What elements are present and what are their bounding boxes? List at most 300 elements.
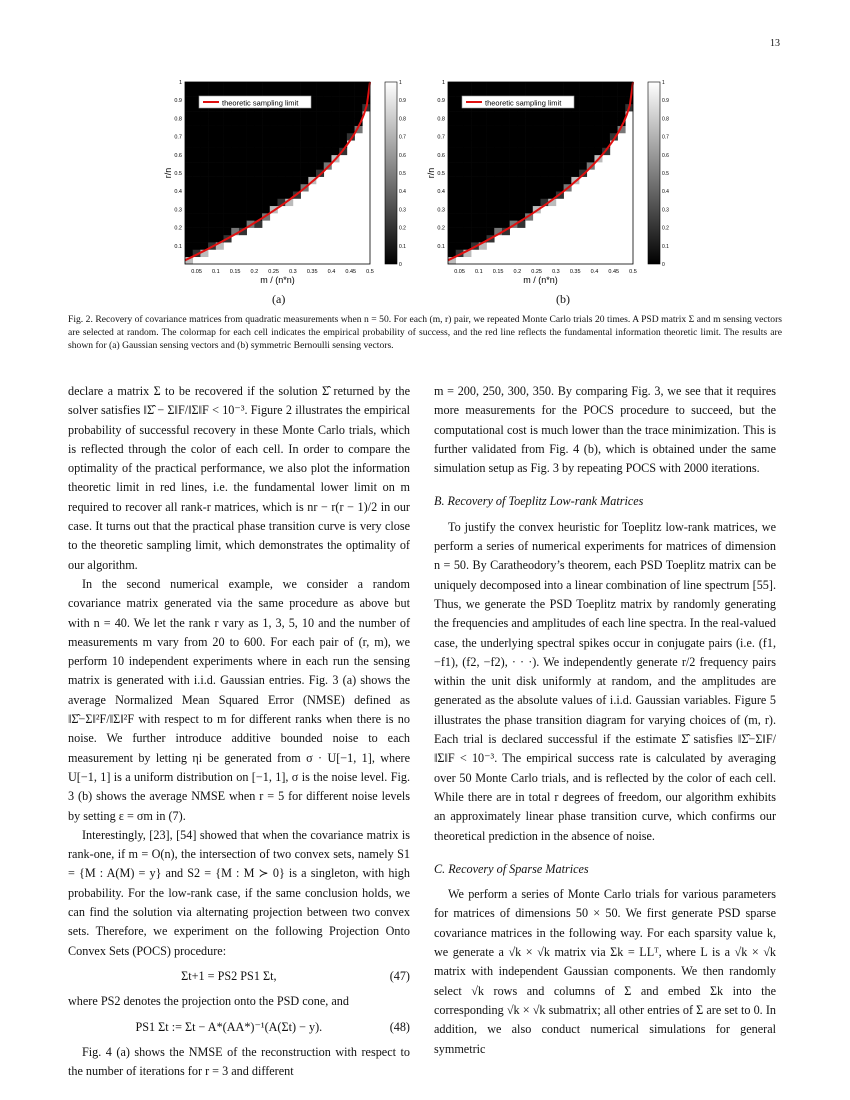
heatmap-cell xyxy=(448,206,456,214)
heatmap-cell xyxy=(564,82,572,90)
heatmap-cell xyxy=(293,126,301,134)
heatmap-cell xyxy=(448,133,456,141)
heatmap-cell xyxy=(185,140,193,148)
heatmap-cell xyxy=(270,82,278,90)
heatmap-cell xyxy=(285,118,293,126)
heatmap-cell xyxy=(208,162,216,170)
heatmap-cell xyxy=(548,111,556,119)
heatmap-cell xyxy=(602,111,610,119)
heatmap-cell xyxy=(448,220,456,228)
heatmap-cell xyxy=(594,126,602,134)
heatmap-b xyxy=(428,74,693,289)
heatmap-cell xyxy=(355,89,363,97)
heatmap-cell xyxy=(324,148,332,156)
heatmap-cell xyxy=(571,118,579,126)
heatmap-cell xyxy=(479,155,487,163)
heatmap-cell xyxy=(448,155,456,163)
heatmap-cell xyxy=(502,206,510,214)
heatmap-cell xyxy=(278,133,286,141)
heatmap-cell xyxy=(193,140,201,148)
heatmap-cell xyxy=(471,155,479,163)
heatmap-cell xyxy=(564,162,572,170)
heatmap-cell xyxy=(278,82,286,90)
right-column xyxy=(434,382,776,1059)
heatmap-cell xyxy=(239,133,247,141)
heatmap-cell xyxy=(556,126,564,134)
heatmap-cell xyxy=(479,169,487,177)
heatmap-cell xyxy=(517,133,525,141)
heatmap-cell xyxy=(216,82,224,90)
heatmap-cell xyxy=(594,111,602,119)
heatmap-cell xyxy=(193,169,201,177)
heatmap-cell xyxy=(517,198,525,206)
heatmap-cell xyxy=(231,162,239,170)
heatmap-cell xyxy=(564,148,572,156)
heatmap-cell xyxy=(247,191,255,199)
heatmap-cell xyxy=(247,118,255,126)
heatmap-cell xyxy=(216,118,224,126)
heatmap-cell xyxy=(308,126,316,134)
heatmap-cell xyxy=(571,148,579,156)
heatmap-cell xyxy=(293,140,301,148)
heatmap-cell xyxy=(200,169,208,177)
heatmap-cell xyxy=(579,104,587,112)
y-tick-label: 0.1 xyxy=(437,243,445,250)
heatmap-cell xyxy=(185,89,193,97)
heatmap-cell xyxy=(216,206,224,214)
heatmap-cell xyxy=(556,118,564,126)
heatmap-cell xyxy=(456,111,464,119)
heatmap-cell xyxy=(502,169,510,177)
heatmap-cell xyxy=(193,242,201,250)
heatmap-cell xyxy=(339,97,347,105)
heatmap-cell xyxy=(270,140,278,148)
heatmap-cell xyxy=(262,198,270,206)
heatmap-cell xyxy=(324,82,332,90)
heatmap-cell xyxy=(494,148,502,156)
heatmap-cell xyxy=(587,97,595,105)
heatmap-cell xyxy=(471,191,479,199)
heatmap-cell xyxy=(471,198,479,206)
heatmap-cell xyxy=(618,104,626,112)
heatmap-cell xyxy=(239,184,247,192)
heatmap-cell xyxy=(556,133,564,141)
heatmap-cell xyxy=(571,82,579,90)
heatmap-cell xyxy=(556,148,564,156)
heatmap-cell xyxy=(239,126,247,134)
heatmap-cell xyxy=(541,126,549,134)
heatmap-cell xyxy=(262,126,270,134)
heatmap-cell xyxy=(517,155,525,163)
heatmap-cell xyxy=(193,126,201,134)
heatmap-cell xyxy=(487,126,495,134)
heatmap-cell xyxy=(533,177,541,185)
y-tick-label: 0.7 xyxy=(437,134,445,141)
heatmap-cell xyxy=(285,155,293,163)
heatmap-cell xyxy=(487,177,495,185)
y-tick-label: 0.7 xyxy=(174,134,182,141)
heatmap-cell xyxy=(262,140,270,148)
heatmap-cell xyxy=(247,140,255,148)
heatmap-cell xyxy=(239,206,247,214)
heatmap-cell xyxy=(594,133,602,141)
heatmap-cell xyxy=(487,118,495,126)
heatmap-cell xyxy=(487,198,495,206)
heatmap-cell xyxy=(231,148,239,156)
heatmap-cell xyxy=(193,177,201,185)
heatmap-cell xyxy=(471,206,479,214)
x-tick-label: 0.4 xyxy=(327,269,336,275)
heatmap-cell xyxy=(216,126,224,134)
heatmap-cell xyxy=(355,111,363,119)
heatmap-cell xyxy=(185,249,193,257)
heatmap-cell xyxy=(216,177,224,185)
heatmap-cell xyxy=(339,111,347,119)
heatmap-cell xyxy=(456,213,464,221)
heatmap-cell xyxy=(200,82,208,90)
heatmap-a xyxy=(165,74,415,289)
heatmap-cell xyxy=(339,82,347,90)
heatmap-cell xyxy=(571,126,579,134)
heatmap-cell xyxy=(448,177,456,185)
heatmap-cell xyxy=(247,169,255,177)
heatmap-cell xyxy=(216,133,224,141)
heatmap-cell xyxy=(510,198,518,206)
heatmap-cell xyxy=(216,155,224,163)
heatmap-cell xyxy=(285,111,293,119)
heatmap-cell xyxy=(185,184,193,192)
heatmap-cell xyxy=(579,118,587,126)
heatmap-cell xyxy=(200,198,208,206)
heatmap-cell xyxy=(456,148,464,156)
y-axis-label: r/n xyxy=(426,167,436,179)
heatmap-cell xyxy=(456,198,464,206)
heatmap-cell xyxy=(208,118,216,126)
heatmap-cell xyxy=(185,169,193,177)
heatmap-cell xyxy=(494,198,502,206)
heatmap-cell xyxy=(278,126,286,134)
heatmap-cell xyxy=(525,206,533,214)
heatmap-cell xyxy=(285,133,293,141)
heatmap-cell xyxy=(200,191,208,199)
heatmap-cell xyxy=(602,104,610,112)
heatmap-cell xyxy=(262,184,270,192)
heatmap-cell xyxy=(316,104,324,112)
heatmap-cell xyxy=(456,118,464,126)
heatmap-cell xyxy=(339,89,347,97)
heatmap-cell xyxy=(262,162,270,170)
heatmap-cell xyxy=(502,191,510,199)
heatmap-cell xyxy=(231,220,239,228)
heatmap-cell xyxy=(571,140,579,148)
heatmap-cell xyxy=(270,177,278,185)
heatmap-cell xyxy=(463,111,471,119)
heatmap-cell xyxy=(587,140,595,148)
heatmap-cell xyxy=(247,206,255,214)
heatmap-cell xyxy=(301,111,309,119)
heatmap-cell xyxy=(331,148,339,156)
heatmap-cell xyxy=(463,162,471,170)
heatmap-cell xyxy=(254,133,262,141)
colorbar-tick-label: 0.3 xyxy=(399,207,406,214)
heatmap-cell xyxy=(316,118,324,126)
heatmap-cell xyxy=(494,126,502,134)
heatmap-cell xyxy=(270,111,278,119)
x-axis-label: m / (n*n) xyxy=(260,275,295,285)
heatmap-cell xyxy=(285,169,293,177)
heatmap-cell xyxy=(285,126,293,134)
heatmap-cell xyxy=(456,126,464,134)
heatmap-cell xyxy=(308,148,316,156)
heatmap-cell xyxy=(231,118,239,126)
heatmap-cell xyxy=(347,82,355,90)
heatmap-cell xyxy=(525,133,533,141)
heatmap-cell xyxy=(193,184,201,192)
heatmap-cell xyxy=(487,111,495,119)
x-tick-label: 0.35 xyxy=(306,269,318,275)
heatmap-cell xyxy=(339,126,347,134)
heatmap-cell xyxy=(216,220,224,228)
heatmap-cell xyxy=(270,155,278,163)
heatmap-cell xyxy=(301,118,309,126)
heatmap-cell xyxy=(293,162,301,170)
section-heading-c: C. Recovery of Sparse Matrices xyxy=(434,861,589,876)
heatmap-cell xyxy=(556,169,564,177)
heatmap-cell xyxy=(517,184,525,192)
heatmap-cell xyxy=(193,162,201,170)
paragraph: Interestingly, [23], [54] showed that when the covariance matrix is rank-one, if m = O(n), the intersection of two convex sets, namely S1 = {M : A(M) = y} and S2 = {M : M ≻ 0} is a singleton, with high probability. For the low-rank case, if the same conclusion holds, we can find the solution via alternating projection between two convex sets. Therefore, we experiment on the following Projection Onto Convex Sets (POCS) procedure: xyxy=(68,827,410,958)
heatmap-cell xyxy=(471,162,479,170)
heatmap-cell xyxy=(308,82,316,90)
heatmap-cell xyxy=(448,198,456,206)
heatmap-cell xyxy=(308,162,316,170)
paragraph: To justify the convex heuristic for Toeplitz low-rank matrices, we perform a series of numerical experiments for matrices of dimension n = 50. By Caratheodory’s theorem, each PSD Toeplitz matrix can be uniquely decomposed into a linear combination of line spectrum [55]. Thus, we generate the PSD Toeplitz matrix by randomly generating the frequencies and amplitudes of each line spectra. In the real-valued case, the underlying spectral spikes occur in conjugate pairs (i.e. (f1, −f1), (f2, −f2), · · ·). We independently generate r/2 frequency pairs within the unit disk uniformly at random, and the amplitudes are generated as the absolute values of i.i.d. Gaussian variables. Figure 5 illustrates the phase transition diagram for varying choices of (m, r). Each trial is declared successful if the estimate Σ̂ satisfies ‖Σ̂−Σ‖F/‖Σ‖F < 10⁻³. The empirical success rate is calculated by averaging over 50 Monte Carlo trials, and is reflected by the color of each cell. While there are in total r degrees of freedom, our algorithm exhibits an approximately linear phase transition curve, which confirms our theoretical prediction in the absence of noise. xyxy=(434,519,776,843)
heatmap-cell xyxy=(301,133,309,141)
heatmap-cell xyxy=(448,184,456,192)
heatmap-cell xyxy=(208,206,216,214)
heatmap-cell xyxy=(231,133,239,141)
heatmap-cell xyxy=(610,111,618,119)
colorbar-tick-label: 0.9 xyxy=(399,98,406,105)
heatmap-cell xyxy=(602,89,610,97)
heatmap-cell xyxy=(463,228,471,236)
heatmap-cell xyxy=(239,82,247,90)
heatmap-cell xyxy=(533,82,541,90)
heatmap-cell xyxy=(185,82,193,90)
heatmap-cell xyxy=(517,177,525,185)
heatmap-cell xyxy=(200,228,208,236)
heatmap-cell xyxy=(564,177,572,185)
heatmap-cell xyxy=(185,162,193,170)
heatmap-cell xyxy=(208,133,216,141)
heatmap-cell xyxy=(448,89,456,97)
heatmap-cell xyxy=(487,206,495,214)
heatmap-cell xyxy=(533,126,541,134)
heatmap-cell xyxy=(254,191,262,199)
x-tick-label: 0.45 xyxy=(345,269,357,275)
heatmap-cell xyxy=(216,148,224,156)
heatmap-cell xyxy=(231,140,239,148)
colorbar-tick-label: 0.1 xyxy=(399,243,406,250)
heatmap-cell xyxy=(185,118,193,126)
heatmap-cell xyxy=(208,155,216,163)
heatmap-cell xyxy=(471,82,479,90)
heatmap-cell xyxy=(471,184,479,192)
heatmap-cell xyxy=(308,133,316,141)
heatmap-cell xyxy=(571,169,579,177)
equation-47 xyxy=(68,967,410,986)
heatmap-cell xyxy=(579,111,587,119)
heatmap-cell xyxy=(602,118,610,126)
heatmap-cell xyxy=(262,82,270,90)
heatmap-cell xyxy=(448,169,456,177)
heatmap-cell xyxy=(564,169,572,177)
heatmap-cell xyxy=(510,140,518,148)
heatmap-cell xyxy=(270,198,278,206)
heatmap-cell xyxy=(200,133,208,141)
heatmap-cell xyxy=(517,82,525,90)
heatmap-cell xyxy=(208,169,216,177)
heatmap-cell xyxy=(224,177,232,185)
heatmap-cell xyxy=(479,118,487,126)
heatmap-cell xyxy=(502,155,510,163)
heatmap-cell xyxy=(224,118,232,126)
heatmap-cell xyxy=(193,220,201,228)
heatmap-cell xyxy=(208,126,216,134)
heatmap-cell xyxy=(324,126,332,134)
heatmap-cell xyxy=(239,213,247,221)
heatmap-cell xyxy=(456,206,464,214)
heatmap-cell xyxy=(556,177,564,185)
heatmap-cell xyxy=(331,82,339,90)
heatmap-cell xyxy=(564,133,572,141)
heatmap-cell xyxy=(494,177,502,185)
heatmap-cell xyxy=(293,118,301,126)
heatmap-cell xyxy=(502,148,510,156)
heatmap-cell xyxy=(224,162,232,170)
heatmap-cell xyxy=(200,220,208,228)
section-heading-b: B. Recovery of Toeplitz Low-rank Matrices xyxy=(434,494,644,509)
heatmap-cell xyxy=(270,169,278,177)
heatmap-cell xyxy=(193,198,201,206)
colorbar-tick-label: 0.1 xyxy=(662,243,669,250)
heatmap-cell xyxy=(224,184,232,192)
heatmap-cell xyxy=(594,118,602,126)
heatmap-cell xyxy=(316,111,324,119)
heatmap-cell xyxy=(548,82,556,90)
heatmap-cell xyxy=(224,220,232,228)
heatmap-cell xyxy=(231,155,239,163)
heatmap-cell xyxy=(247,177,255,185)
heatmap-cell xyxy=(463,235,471,243)
colorbar-tick-label: 0.8 xyxy=(399,116,406,123)
heatmap-cell xyxy=(471,148,479,156)
heatmap-cell xyxy=(185,213,193,221)
heatmap-cell xyxy=(594,140,602,148)
heatmap-cell xyxy=(270,133,278,141)
heatmap-cell xyxy=(270,148,278,156)
heatmap-cell xyxy=(278,118,286,126)
heatmap-cell xyxy=(533,140,541,148)
heatmap-cell xyxy=(594,104,602,112)
heatmap-cell xyxy=(331,133,339,141)
heatmap-cell xyxy=(224,155,232,163)
heatmap-cell xyxy=(193,133,201,141)
heatmap-cell xyxy=(316,82,324,90)
heatmap-cell xyxy=(216,198,224,206)
figure-panel-b xyxy=(428,74,693,294)
colorbar-tick-label: 0.6 xyxy=(662,152,669,159)
heatmap-cell xyxy=(324,111,332,119)
heatmap-cell xyxy=(594,97,602,105)
heatmap-cell xyxy=(231,111,239,119)
y-tick-label: 0.5 xyxy=(174,171,182,177)
heatmap-cell xyxy=(200,140,208,148)
heatmap-cell xyxy=(541,184,549,192)
heatmap-cell xyxy=(262,206,270,214)
heatmap-cell xyxy=(502,118,510,126)
y-tick-label: 1 xyxy=(441,80,445,86)
heatmap-cell xyxy=(571,155,579,163)
heatmap-cell xyxy=(285,184,293,192)
heatmap-cell xyxy=(456,220,464,228)
heatmap-cell xyxy=(308,155,316,163)
heatmap-cell xyxy=(548,177,556,185)
heatmap-cell xyxy=(494,162,502,170)
heatmap-cell xyxy=(494,118,502,126)
heatmap-cell xyxy=(579,126,587,134)
heatmap-cell xyxy=(224,169,232,177)
heatmap-cell xyxy=(208,140,216,148)
heatmap-cell xyxy=(541,140,549,148)
heatmap-cell xyxy=(502,220,510,228)
equation-body: Σt+1 = PS2 PS1 Σt, xyxy=(181,968,277,983)
heatmap-cell xyxy=(548,155,556,163)
heatmap-cell xyxy=(339,104,347,112)
heatmap-cell xyxy=(510,82,518,90)
heatmap-cell xyxy=(587,111,595,119)
heatmap-cell xyxy=(200,148,208,156)
heatmap-cell xyxy=(316,162,324,170)
heatmap-cell xyxy=(487,133,495,141)
heatmap-cell xyxy=(494,184,502,192)
heatmap-cell xyxy=(193,155,201,163)
heatmap-cell xyxy=(448,148,456,156)
heatmap-cell xyxy=(479,162,487,170)
heatmap-cell xyxy=(285,177,293,185)
equation-48 xyxy=(68,1018,410,1037)
heatmap-cell xyxy=(316,140,324,148)
heatmap-cell xyxy=(324,89,332,97)
paragraph: Fig. 4 (a) shows the NMSE of the reconstruction with respect to the number of iterations for r = 3 and different xyxy=(68,1044,410,1079)
heatmap-cell xyxy=(278,111,286,119)
heatmap-cell xyxy=(571,111,579,119)
x-tick-label: 0.45 xyxy=(608,269,620,275)
heatmap-cell xyxy=(456,191,464,199)
y-tick-label: 0.8 xyxy=(437,116,445,123)
heatmap-cell xyxy=(463,133,471,141)
heatmap-cell xyxy=(548,184,556,192)
y-tick-label: 0.8 xyxy=(174,116,182,123)
x-tick-label: 0.3 xyxy=(552,269,560,275)
heatmap-cell xyxy=(239,162,247,170)
heatmap-cell xyxy=(185,220,193,228)
colorbar-tick-label: 0.4 xyxy=(662,189,669,196)
heatmap-cell xyxy=(579,148,587,156)
heatmap-cell xyxy=(510,184,518,192)
heatmap-cell xyxy=(471,213,479,221)
heatmap-cell xyxy=(541,177,549,185)
